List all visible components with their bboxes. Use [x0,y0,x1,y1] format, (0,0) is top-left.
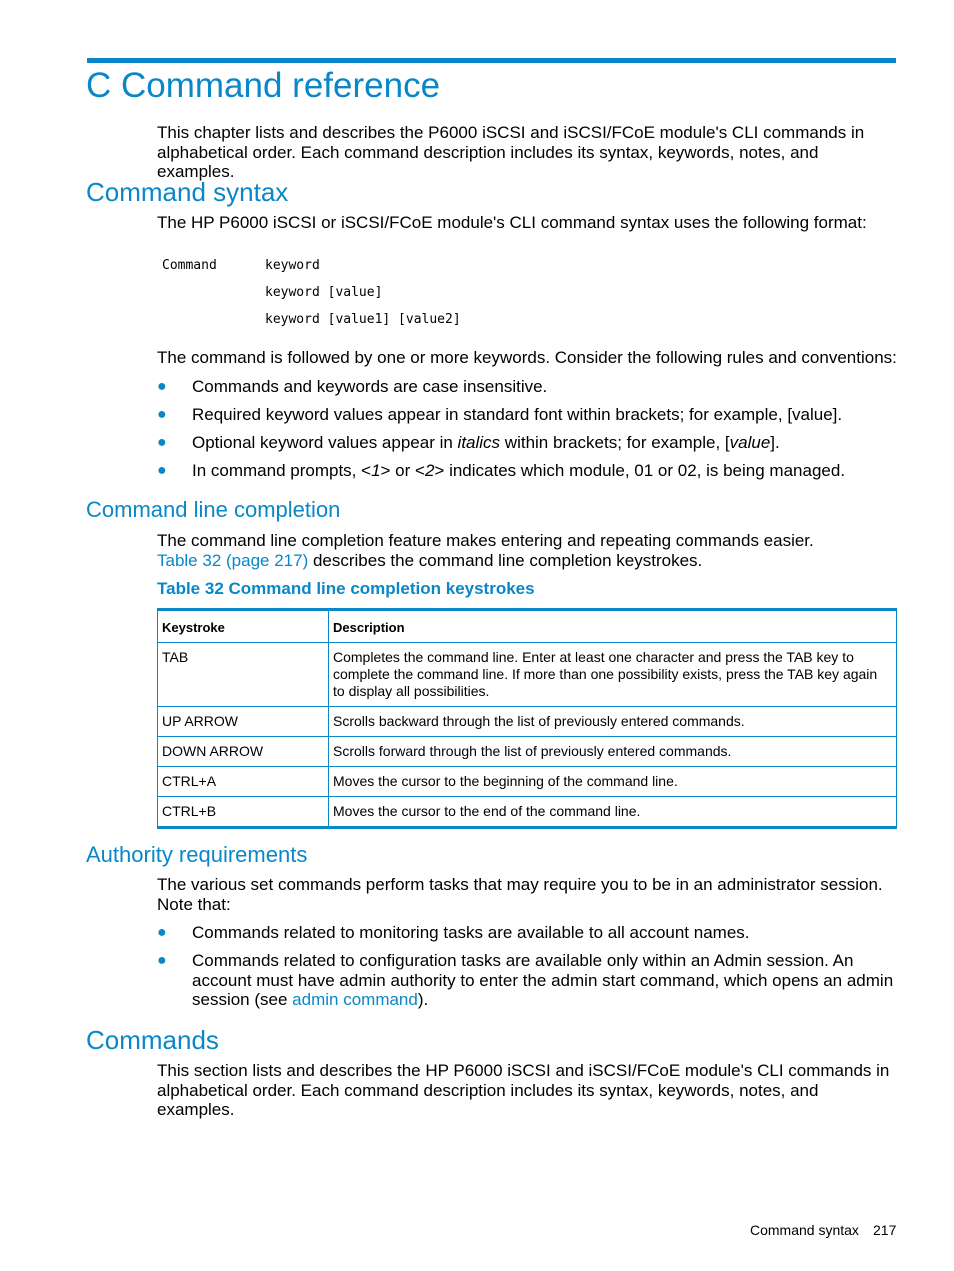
keystroke-cell: TAB [158,643,329,707]
table-caption: Table 32 Command line completion keystrokes [157,579,535,598]
bullet-dot-icon: ● [157,406,167,423]
admin-command-link[interactable]: admin command [292,990,418,1009]
description-cell: Completes the command line. Enter at least one character and press the TAB key to complete the command line. If more than one possibility exists, press the TAB key again to display all possibilities. [329,643,897,707]
code-line-1: keyword [265,258,320,273]
table-32-link[interactable]: Table 32 (page 217) [157,550,309,570]
header-keystroke: Keystroke [158,610,329,643]
code-line-3: keyword [value1] [value2] [265,312,461,327]
footer-page-number: 217 [873,1222,897,1238]
syntax-paragraph: The HP P6000 iSCSI or iSCSI/FCoE module's CLI command syntax uses the following format: [157,213,867,232]
bullet-dot-icon: ● [157,378,167,395]
table-row [158,643,897,707]
commands-heading: Commands [86,1025,219,1055]
keystroke-cell: UP ARROW [158,707,329,737]
chapter-title: C Command reference [86,66,441,105]
authority-requirements-heading: Authority requirements [86,842,308,867]
keystroke-cell: CTRL+B [158,797,329,828]
description-cell: Scrolls forward through the list of previously entered commands. [329,737,897,767]
table-row [158,767,897,797]
keystroke-cell: CTRL+A [158,767,329,797]
footer-section: Command syntax [750,1222,859,1238]
table-row [158,707,897,737]
keystroke-cell: DOWN ARROW [158,737,329,767]
bullet-dot-icon: ● [157,924,167,941]
bullet-dot-icon: ● [157,952,167,969]
header-description: Description [329,610,897,643]
code-line-2: keyword [value] [265,285,383,300]
keystroke-table [157,608,897,829]
commands-paragraph: This section lists and describes the HP P6000 iSCSI and iSCSI/FCoE module's CLI commands in alphabetical order. Each command description includes its syntax, keywords, notes, and examples. [157,1061,890,1119]
code-command: Command [162,258,217,273]
completion-paragraph: The command line completion feature makes entering and repeating commands easier. Table 32 (page 217) describes the command line completion keystrokes. [157,531,814,570]
intro-paragraph: This chapter lists and describes the P6000 iSCSI and iSCSI/FCoE module's CLI commands in alphabetical order. Each command description includes its syntax, keywords, notes, and examples. [157,123,865,181]
command-line-completion-heading: Command line completion [86,497,341,522]
table-header-row [158,610,897,643]
command-syntax-heading: Command syntax [86,177,289,207]
description-cell: Moves the cursor to the end of the command line. [329,797,897,828]
table-row [158,797,897,828]
authority-paragraph: The various set commands perform tasks that may require you to be in an administrator session. Note that: [157,875,883,914]
chapter-rule [87,58,896,63]
description-cell: Scrolls backward through the list of previously entered commands. [329,707,897,737]
description-cell: Moves the cursor to the beginning of the command line. [329,767,897,797]
bullet-dot-icon: ● [157,434,167,451]
rules-intro-paragraph: The command is followed by one or more keywords. Consider the following rules and conventions: [157,348,897,367]
table-row [158,737,897,767]
bullet-dot-icon: ● [157,462,167,479]
